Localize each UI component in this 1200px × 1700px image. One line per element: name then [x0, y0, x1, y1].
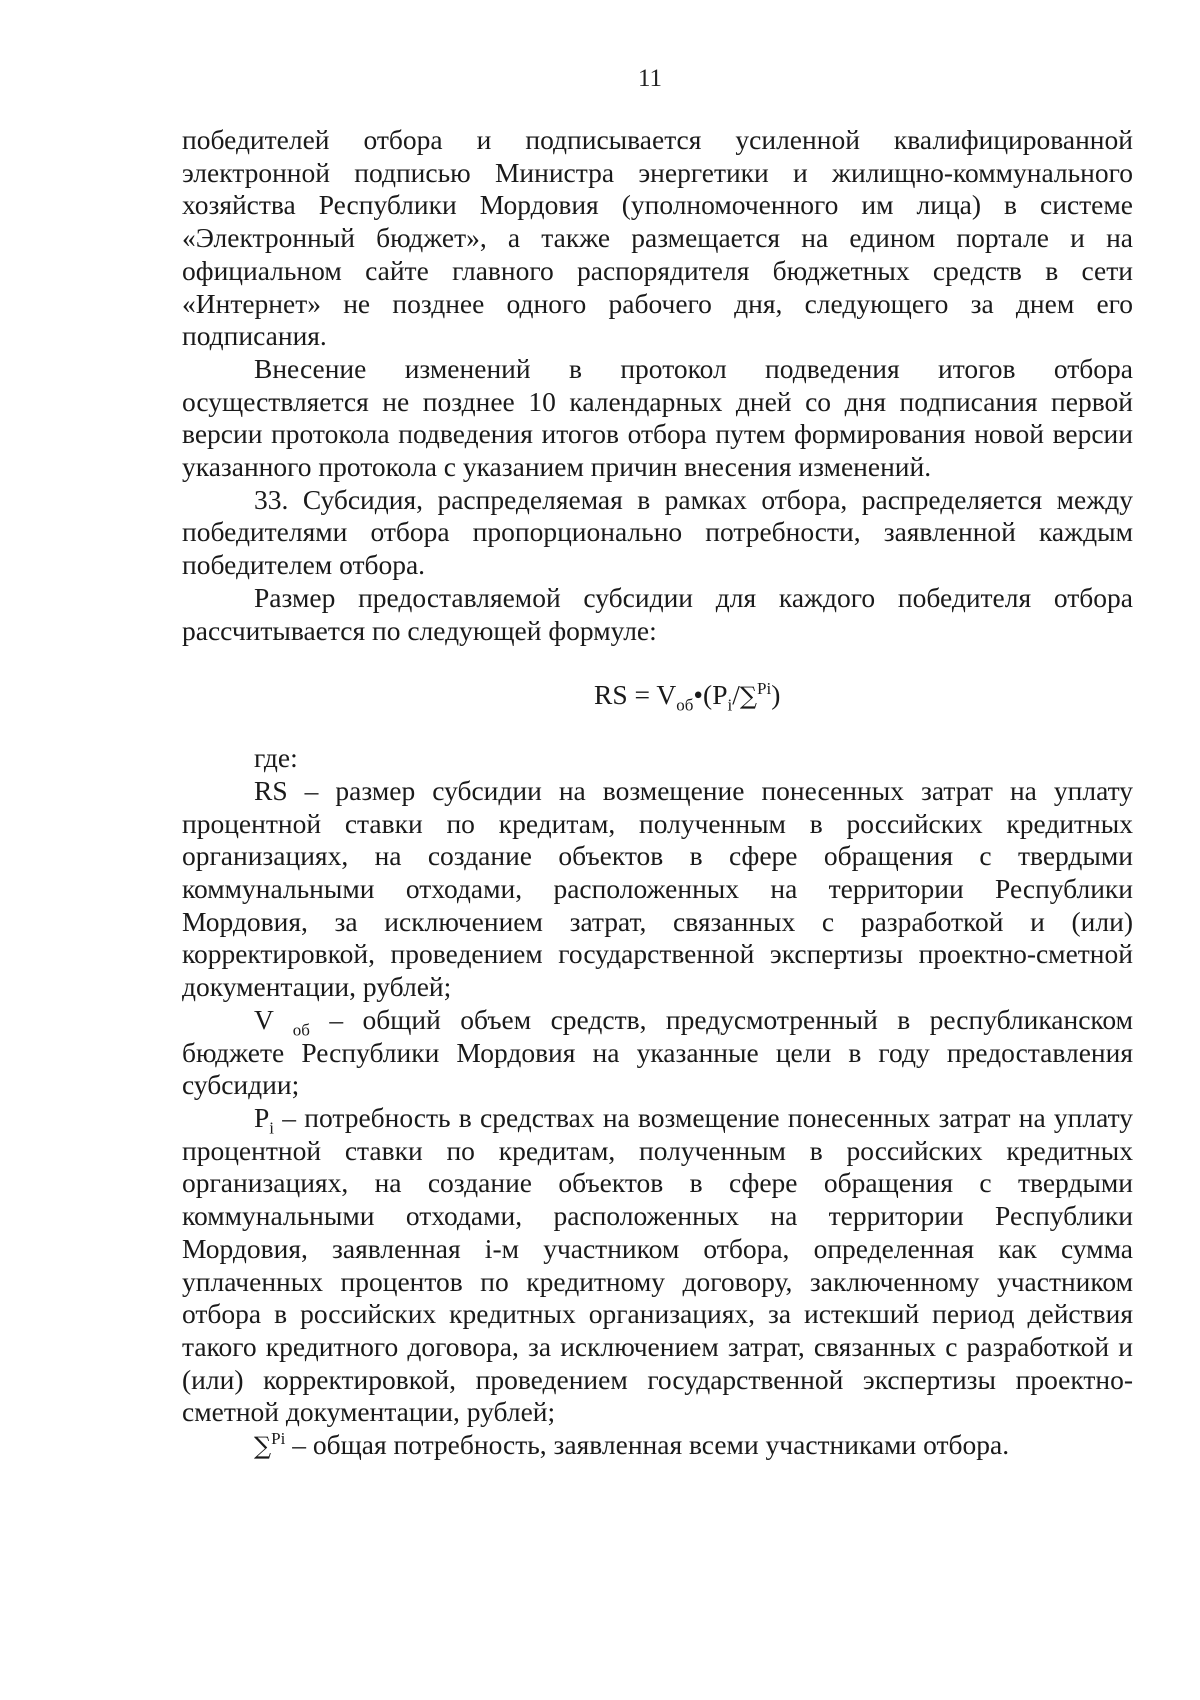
- page-number: 11: [637, 65, 663, 92]
- definition-sum-symbol: ∑: [254, 1432, 272, 1461]
- where-label: где:: [254, 742, 298, 774]
- formula-p-subscript: i: [727, 695, 733, 715]
- formula-lhs: RS = V: [594, 679, 677, 711]
- formula-sum-symbol: ∑: [739, 682, 758, 711]
- formula-v-subscript: об: [676, 695, 694, 715]
- paragraph-protocol-signing: победителей отбора и подписывается усиленной квалифицированной электронной подписью Министра энергетики и жилищно-коммунального хозяйства Республики Мордовия (уполномоченного им лица) в системе «Электронный бюджет», а также размещается на едином портале и на официальном сайте главного распорядителя бюджетных средств в сети «Интернет» не позднее одного рабочего дня, следующего за днем его подписания.: [182, 124, 1133, 352]
- definition-sum-text: – общая потребность, заявленная всеми участниками отбора.: [285, 1429, 1010, 1461]
- definition-v-term: [254, 1003, 310, 1040]
- paragraph-subsidy-distribution: 33. Субсидия, распределяемая в рамках отбора, распределяется между победителями отбора пропорционально потребности, заявленной каждым победителем отбора.: [182, 483, 1133, 581]
- definition-v-text: – общий объем средств, предусмотренный в республиканском бюджете Республики Мордовия на указанные цели в году предоставления субсидии;: [182, 1003, 1134, 1101]
- definition-p-letter: P: [254, 1101, 270, 1133]
- definition-v-letter: V: [254, 1003, 274, 1035]
- definition-v-subscript: об: [292, 1020, 310, 1040]
- definition-p-term: [254, 1101, 275, 1138]
- document-body: [182, 124, 1133, 1463]
- definition-p: [182, 1102, 1133, 1429]
- paragraph-formula-intro: Размер предоставляемой субсидии для каждого победителя отбора рассчитывается по следующей формуле:: [182, 581, 1133, 646]
- formula-slash: /: [732, 679, 740, 711]
- formula-sum-superscript: Pi: [757, 679, 772, 699]
- definition-v: [182, 1004, 1133, 1102]
- formula-close: ): [771, 679, 781, 711]
- formula-multiply: •(P: [693, 679, 728, 711]
- definition-sum-term: [254, 1429, 285, 1460]
- definition-rs-term: RS: [254, 774, 288, 806]
- subsidy-formula: [182, 678, 1133, 715]
- paragraph-protocol-changes: Внесение изменений в протокол подведения итогов отбора осуществляется не позднее 10 календарных дней со дня подписания первой версии протокола подведения итогов отбора путем формирования новой версии указанного протокола с указанием причин внесения изменений.: [182, 352, 1133, 483]
- definition-rs: [182, 775, 1133, 1004]
- definition-sum: [182, 1429, 1133, 1463]
- definition-p-subscript: i: [269, 1118, 275, 1138]
- definition-p-text: – потребность в средствах на возмещение понесенных затрат на уплату процентной ставки по кредитам, полученным в российских кредитных организациях, на создание объектов в сфере обращения с твердыми коммунальными отходами, расположенных на территории Республики Мордовия, заявленная i-м участником отбора, определенная как сумма уплаченных процентов по кредитному договору, заключенному участником отбора в российских кредитных организациях, за истекший период действия такого кредитного договора, за исключением затрат, связанных с разработкой и (или) корректировкой, проведением государственной экспертизы проектно-сметной документации, рублей;: [182, 1101, 1133, 1428]
- definition-sum-superscript: Pi: [271, 1428, 286, 1448]
- definition-rs-text: – размер субсидии на возмещение понесенных затрат на уплату процентной ставки по кредитам, полученным в российских кредитных организациях, на создание объектов в сфере обращения с твердыми коммунальными отходами, расположенных на территории Республики Мордовия, за исключением затрат, связанных с разработкой и (или) корректировкой, проведением государственной экспертизы проектно-сметной документации, рублей;: [182, 774, 1133, 1003]
